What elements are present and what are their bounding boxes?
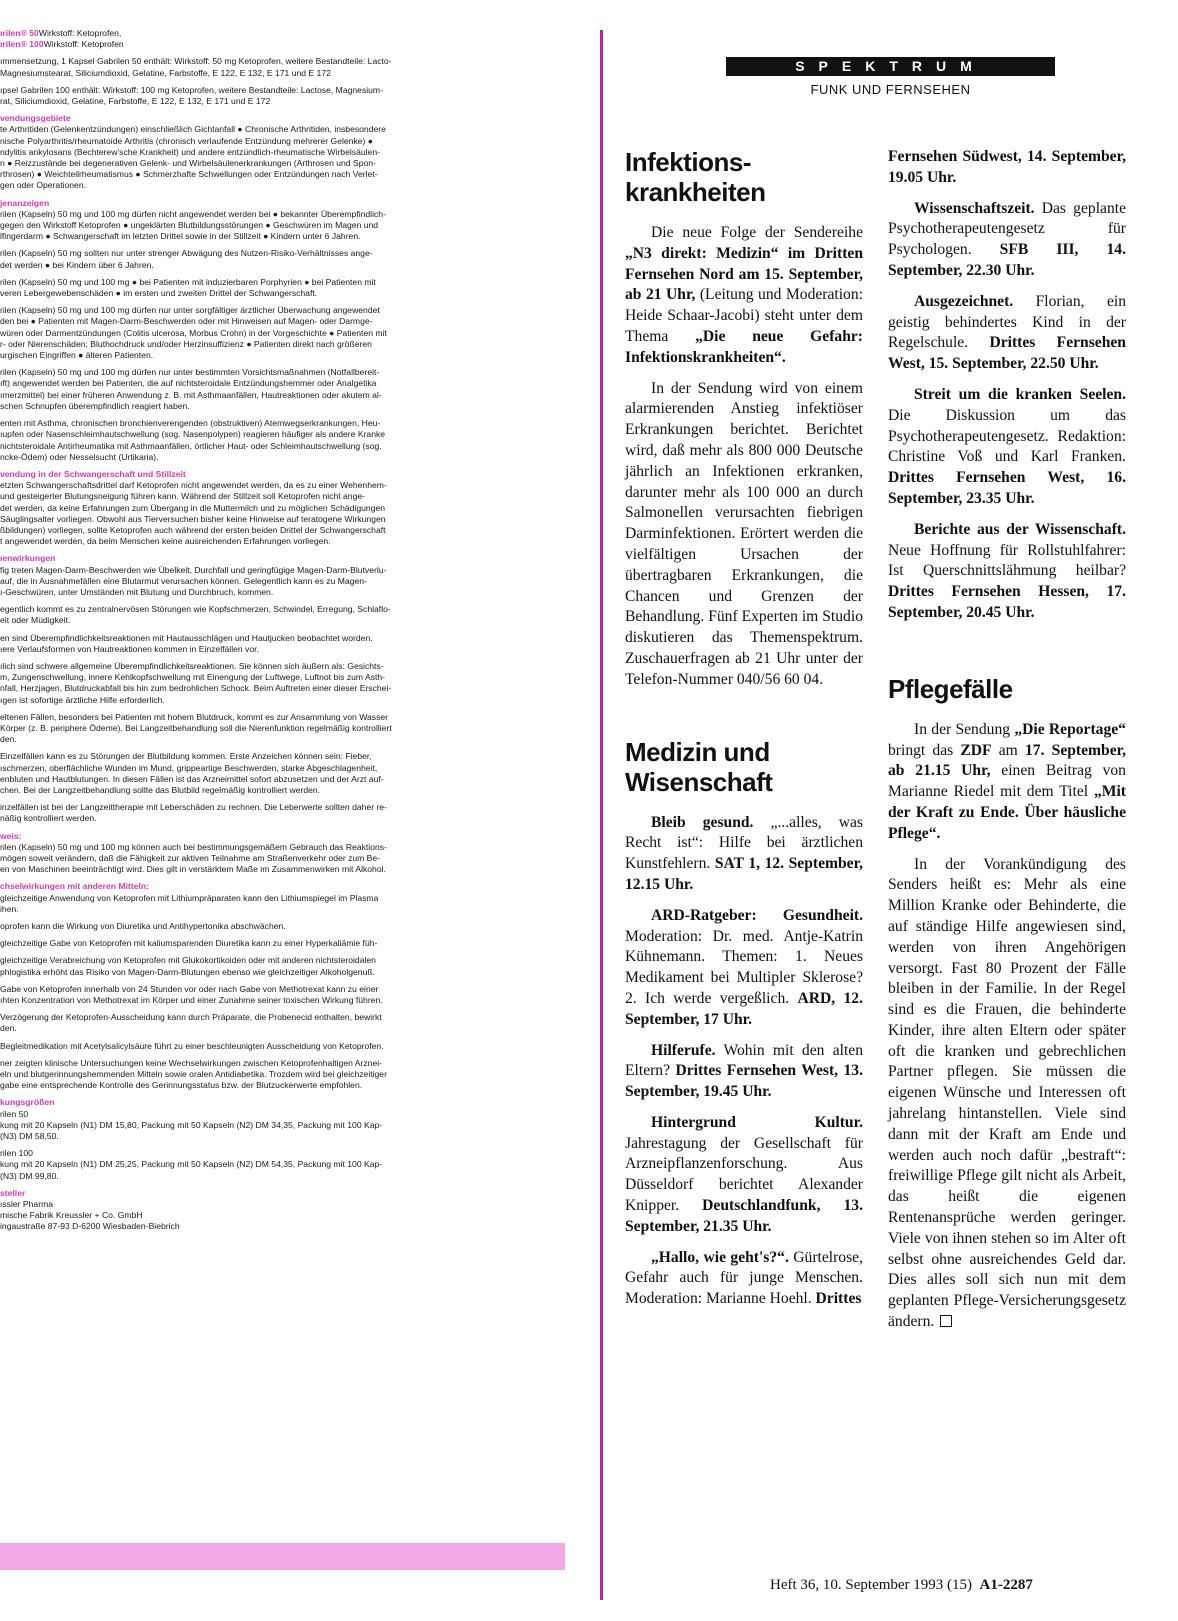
- paragraph: Bleib gesund. „...alles, was Recht ist“: Hilfe bei ärztlichen Kunstfehlern. SAT 1, 12. September, 12.15 Uhr.: [625, 813, 864, 893]
- text-line: m, Zungenschwellung, innere Kehlkopfschwellung mit Einengung der Luftwege, Luftnot bis zum Asth-: [0, 672, 386, 683]
- paragraph: Fernsehen Südwest, 14. September, 19.05 Uhr.: [888, 148, 1126, 186]
- pink-bar: [0, 1543, 565, 1570]
- text-line: Magnesiumstearat, Siliciumdioxid, Gelatine, Farbstoffe, E 122, E 132, E 171 und E 172: [0, 67, 331, 78]
- paragraph: Ausgezeichnet. Florian, ein geistig behindertes Kind in der Regelschule. Drittes Fernsehen West, 15. September, 22.50 Uhr.: [888, 292, 1126, 373]
- text-line: den.: [0, 1023, 17, 1034]
- text-line: gegen den Wirkstoff Ketoprofen ● ungeklärten Blutbildungsstörungen ● Geschwüren im Magen und: [0, 220, 379, 231]
- paragraph: Hilferufe. Wohin mit den alten Eltern? Drittes Fernsehen West, 13. September, 19.45 Uhr.: [625, 1041, 863, 1101]
- text-line: rilen (Kapseln) 50 mg und 100 mg dürfen nicht angewendet werden bei ● bekannter Überempfindlich-: [0, 208, 386, 219]
- text-line: Verzögerung der Ketoprofen-Ausscheidung kann durch Präparate, die Probenecid enthalten, bewirkt: [0, 1012, 382, 1023]
- end-mark-icon: [940, 1315, 952, 1327]
- article-column-1: [625, 147, 863, 1320]
- section-banner: SPEKTRUM: [726, 57, 1055, 76]
- text-line: etzten Schwangerschaftsdrittel darf Ketoprofen nicht angewendet werden, da es zu einer Wehenhem-: [0, 480, 387, 491]
- text-line: den bei ● Patienten mit Magen-Darm-Beschwerden oder mit Hinweisen auf Magen- oder Darmge-: [0, 316, 373, 327]
- text-line: nichtsteroidale Antirheumatika mit Asthmaanfällen, örtlicher Haut- oder Schleimhautschwellung (sog.: [0, 440, 382, 451]
- headline-pflegefaelle: Pflegefälle: [888, 673, 1013, 704]
- text-line: ncke-Ödem) oder Nesselsucht (Urtikaria).: [0, 451, 159, 462]
- text-line: ılich sind schwere allgemeine Überempfindlichkeitsreaktionen. Sie können sich äußern als: Gesichts-: [0, 660, 384, 671]
- text-line: ßbildungen) vorliegen, sollte Ketoprofen auch während der ersten beiden Drittel der Schwangerschaft: [0, 524, 386, 535]
- page-footer: [770, 1577, 1033, 1594]
- text-line: inzelfällen ist bei der Langzeittherapie mit Leberschäden zu rechnen. Die Leberwerte sollten daher re-: [0, 802, 387, 813]
- headline-medizin: Medizin und Wisenschaft: [625, 736, 773, 797]
- article-column-2: [888, 147, 1126, 1343]
- text-line: gen oder Operationen.: [0, 180, 87, 191]
- drug-insert: [0, 28, 578, 1568]
- text-line: fig treten Magen-Darm-Beschwerden wie Übelkeit, Durchfall und geringfügige Magen-Darm-Blutverlu-: [0, 564, 387, 575]
- text-line: r- oder Nierenschäden; Bluthochdruck und/oder Herzinsuffizienz ● Patienten direkt nach größeren: [0, 338, 372, 349]
- text-line: rilen (Kapseln) 50 mg sollten nur unter strenger Abwägung des Nutzen-Risiko-Verhältnisses ange-: [0, 248, 373, 259]
- text-line: ıupfen oder Nasenschleimhautschwellung (sog. Nasenpolypen) reagieren häufiger als andere Kranke: [0, 429, 386, 440]
- active-ingredient: Wirkstoff: Ketoprofen: [43, 39, 124, 50]
- text-line: rilen (Kapseln) 50 mg und 100 mg dürfen nur unter bestimmten Vorsichtsmaßnahmen (Notfallbereit-: [0, 367, 380, 378]
- active-ingredient: Wirkstoff: Ketoprofen,: [38, 28, 122, 38]
- text-line: egentlich kommt es zu zentralnervösen Störungen wie Kopfschmerzen, Schwindel, Erregung, Schlaflo-: [0, 604, 391, 615]
- text-line: ıschmerzen, oberflächliche Wunden im Mund, grippeartige Beschwerden, starke Abgeschlagenheit,: [0, 762, 378, 773]
- text-line: nfall, Herzjagen, Blutdruckabfall bis hin zum bedrohlichen Schock. Beim Auftreten einer dieser Erschei-: [0, 683, 392, 694]
- text-line: kung mit 20 Kapseln (N1) DM 15,80, Packung mit 50 Kapseln (N2) DM 34,35, Packung mit 100 Kap-: [0, 1119, 383, 1130]
- section-heading: kungsgrößen: [0, 1097, 55, 1108]
- paragraph: ARD-Ratgeber: Gesundheit. Moderation: Dr. med. Antje-Katrin Kühnemann. Themen: 1. Neues Medikament bei Multipler Sklerose? 2. Ich werde vergeßlich. ARD, 12. September, 17 Uhr.: [625, 906, 863, 1028]
- text-line: (N3) DM 99,80.: [0, 1170, 59, 1181]
- text-line: Körper (z. B. periphere Ödeme). Bei Langzeitbehandlung soll die Nierenfunktion regelmäßig kontrolliert: [0, 722, 392, 733]
- text-line: chen. Bei der Langzeitbehandlung sollte das Blutbild regelmäßig kontrolliert werden.: [0, 784, 321, 795]
- text-line: gleichzeitige Gabe von Ketoprofen mit kaliumsparenden Diuretika kann zu einer Hyperkaliämie füh-: [0, 938, 378, 949]
- text-line: rat, Siliciumdioxid, Gelatine, Farbstoffe, E 122, E 132, E 171 und E 172: [0, 96, 271, 107]
- text-line: rilen (Kapseln) 50 mg und 100 mg dürfen nur unter sorgfältiger ärztlicher Überwachung angewendet: [0, 305, 380, 316]
- text-line: ımerzmittel) bei einer früheren Anwendung z. B. mit Asthmaanfällen, Hautreaktionen oder akutem al-: [0, 389, 382, 400]
- headline-infektionskrankheiten: Infektions-krankheiten: [625, 147, 766, 207]
- text-line: rilen (Kapseln) 50 mg und 100 mg können auch bei bestimmungsgemäßem Gebrauch das Reaktions-: [0, 841, 387, 852]
- text-line: ımmensetzung, 1 Kapsel Gabrilen 50 enthält: Wirkstoff: 50 mg Ketoprofen, weitere Bestandteile: Lacto-: [0, 56, 392, 67]
- text-line: veren Lebergewebenschäden ● im ersten und zweiten Drittel der Schwangerschaft.: [0, 288, 318, 299]
- text-line: ıpsel Gabrilen 100 enthält: Wirkstoff: 100 mg Ketoprofen, weitere Bestandteile: Lactose, Magnesium-: [0, 84, 383, 95]
- text-line: ihen.: [0, 903, 19, 914]
- text-line: rilen (Kapseln) 50 mg und 100 mg ● bei Patienten mit induzierbaren Porphyrien ● bei Patienten mit: [0, 276, 376, 287]
- text-line: ıgen ist sofortige ärztliche Hilfe erforderlich.: [0, 694, 165, 705]
- text-line: ı-Geschwüren, unter Umständen mit Blutung und Durchbruch, kommen.: [0, 586, 274, 597]
- issue-info: Heft 36, 10. September 1993 (15): [770, 1577, 973, 1593]
- text-line: auf, die in Ausnahmefällen eine Blutarmut verursachen können. Gelegentlich kann es zu Magen-: [0, 575, 367, 586]
- text-line: Säuglingsalter vorliegen. Obwohl aus Tierversuchen bisher keine Hinweise auf teratogene Wirkungen: [0, 513, 386, 524]
- section-heading: vendung in der Schwangerschaft und Stillzeit: [0, 468, 186, 479]
- text-line: lfingerdarm ● Schwangerschaft im letzten Drittel sowie in der Stillzeit ● Kindern unter 6 Jahren.: [0, 231, 361, 242]
- text-line: ıft) angewendet werden bei Patienten, die auf nichtsteroidale Entzündungshemmer oder Analgetika: [0, 378, 377, 389]
- product-line-100: [0, 39, 578, 50]
- product-line-50: [0, 28, 578, 39]
- text-line: det werden, da keine Erfahrungen zum Übergang in die Muttermilch und zu möglichen Schädigungen: [0, 502, 386, 513]
- text-line: würen oder Darmentzündungen (Colitis ulcerosa, Morbus Crohn) in der Vorgeschichte ● Patienten mit: [0, 327, 387, 338]
- text-line: gleichzeitige Anwendung von Ketoprofen mit Lithiumpräparaten kann den Lithiumspiegel im Plasma: [0, 892, 379, 903]
- brand-50: ırilen® 50: [0, 28, 39, 38]
- text-line: te Arthritiden (Gelenkentzündungen) einschließlich Gichtanfall ● Chronische Arthritiden, insbesondere: [0, 124, 386, 135]
- text-line: eit oder Müdigkeit.: [0, 615, 71, 626]
- text-line: mische Fabrik Kreussler + Co. GmbH: [0, 1210, 143, 1221]
- text-line: ner zeigten klinische Untersuchungen keine Wechselwirkungen zwischen Ketoprofenhaltigen Arznei-: [0, 1057, 383, 1068]
- section-heading: weis:: [0, 830, 22, 841]
- text-line: nische Polyarthritis/rheumatoide Arthritis (chronisch verlaufende Entzündung mehrerer Gelenke) ●: [0, 135, 373, 146]
- text-line: rilen 100: [0, 1148, 33, 1159]
- paragraph: Berichte aus der Wissenschaft. Neue Hoffnung für Rollstuhlfahrer: Ist Querschnittslähmung heilbar? Drittes Fernsehen Hessen, 17. September, 20.45 Uhr.: [888, 520, 1126, 621]
- text-line: ıere Verlaufsformen von Hautreaktionen kommen in Einzelfällen vor.: [0, 643, 259, 654]
- text-line: gleichzeitige Verabreichung von Ketoprofen mit Glukokortikoiden oder mit anderen nichtsteroidalen: [0, 955, 376, 966]
- text-line: den.: [0, 734, 17, 745]
- section-heading: chselwirkungen mit anderen Mitteln:: [0, 881, 149, 892]
- paragraph: Hintergrund Kultur. Jahrestagung der Gesellschaft für Arzneipflanzenforschung. Aus Düsseldorf berichtet Alexander Knipper. Deutschlandfunk, 13. September, 21.35 Uhr.: [625, 1113, 863, 1235]
- paragraph: „Hallo, wie geht's?“. Gürtelrose, Gefahr auch für junge Menschen. Moderation: Marianne Hoehl. Drittes: [625, 1248, 863, 1308]
- section-heading: vendungsgebiete: [0, 113, 71, 124]
- text-line: und gesteigerter Blutungsneigung führen kann. Während der Stillzeit soll Ketoprofen nicht ange-: [0, 491, 365, 502]
- text-line: ingaustraße 87-93 D-6200 Wiesbaden-Biebrich: [0, 1221, 180, 1232]
- section-heading: ıenwirkungen: [0, 553, 56, 564]
- text-line: enbluten und Hautblutungen. In diesen Fällen ist das Arzneimittel sofort abzusetzen und der Arzt auf-: [0, 773, 384, 784]
- text-line: t angewendet werden, da beim Menschen keine ausreichenden Erfahrungen vorliegen.: [0, 536, 331, 547]
- text-line: n ● Reizzustände bei degenerativen Gelenk- und Wirbelsäulenerkrankungen (Arthrosen und Spon-: [0, 158, 376, 169]
- text-line: Einzelfällen kann es zu Störungen der Blutbildung kommen. Erste Anzeichen können sein: Fieber,: [0, 751, 372, 762]
- text-line: ıhten Konzentration von Methotrexat im Körper und einer Zunahme seiner toxischen Wirkung führen.: [0, 995, 383, 1006]
- text-line: näßig kontrolliert werden.: [0, 813, 97, 824]
- section-heading: steller: [0, 1187, 26, 1198]
- text-line: schen Schnupfen überempfindlich reagiert haben.: [0, 400, 190, 411]
- paragraph: In der Vorankündigung des Senders heißt es: Mehr als eine Million Kranke oder Behinderte, die auf ständige Hilfe angewiesen sind, werden von ihren Angehörigen versorgt. Fast 80 Prozent der Fälle bleiben in der Familie. In der Regel sind es die Frauen, die behinderte Kinder, ihre alten Eltern oder später oft die kranken und gebrechlichen Partner pflegen. Sie müssen die eigenen Wünsche und Interessen oft jahrelang hintanstellen. Viele sind dann mit der Kraft am Ende und werden auch noch dafür „bestraft“: freiwillige Pflege gilt nicht als Arbeit, das heißt die eigenen Rentenansprüche werden geringer. Viele von ihnen stehen so im Alter oft selbst ohne ausreichendes Geld dar. Dies alles soll sich nun mit dem geplanten Pflege-Versicherungsgesetz ändern.: [888, 855, 1126, 1331]
- text-line: urgischen Eingriffen ● älteren Patienten.: [0, 350, 154, 361]
- text-line: rthrosen) ● Weichteilrheumatismus ● Schmerzhafte Schwellungen oder Entzündungen nach Verlet-: [0, 169, 378, 180]
- text-line: en sind Überempfindlichkeitsreaktionen mit Hautausschlägen und Hautjucken beobachtet worden.: [0, 632, 373, 643]
- text-line: en von Maschinen beeinträchtigt wird. Dies gilt in verstärktem Maße im Zusammenwirken mit Alkohol.: [0, 864, 386, 875]
- text-line: eln und blutgerinnungshemmenden Mitteln sowie oralen Antidiabetika. Trozdem wird bei gleichzeitiger: [0, 1069, 387, 1080]
- section-subtitle: FUNK UND FERNSEHEN: [810, 82, 971, 97]
- section-heading: jenanzeigen: [0, 197, 50, 208]
- paragraph: Wissenschaftszeit. Das geplante Psychotherapeutengesetz für Psychologen. SFB III, 14. September, 22.30 Uhr.: [888, 199, 1126, 279]
- text-line: kung mit 20 Kapseln (N1) DM 25,25, Packung mit 50 Kapseln (N2) DM 54,35, Packung mit 100 Kap-: [0, 1159, 383, 1170]
- text-line: ndylitis ankylosans (Bechterew'sche Krankheit) und andere entzündlich-rheumatische Wirbelsäulen-: [0, 146, 380, 157]
- text-line: eltenen Fällen, besonders bei Patienten mit hohem Blutdruck, kommt es zur Ansammlung von Wasser: [0, 711, 389, 722]
- column-divider: [600, 30, 603, 1600]
- text-line: rilen 50: [0, 1108, 29, 1119]
- text-line: Gabe von Ketoprofen innerhalb von 24 Stunden vor oder nach Gabe von Methotrexat kann zu einer: [0, 983, 379, 994]
- text-line: (N3) DM 58,50.: [0, 1131, 59, 1142]
- text-line: det werden ● bei Kindern über 6 Jahren.: [0, 259, 154, 270]
- text-line: mögen soweit verändern, daß die Fähigkeit zur aktiven Teilnahme am Straßenverkehr oder zum Be-: [0, 853, 381, 863]
- page-number: A1-2287: [979, 1577, 1033, 1593]
- brand-100: ırilen® 100: [0, 39, 44, 50]
- text-line: Begleitmedikation mit Acetylsalicylsäure führt zu einer beschleunigten Ausscheidung von Ketoprofen.: [0, 1040, 384, 1051]
- paragraph: In der Sendung wird von einem alarmierenden Anstieg infektiöser Erkrankungen berichtet. Berichtet wird, daß mehr als 800 000 Deutsche jährlich an Infektionen erkranken, darunter mehr als 100 000 an durch Salmonellen verursachten fiebrigen Darminfektionen. Erörtert werden die vielfältigen Ursachen der übertragbaren Erkrankungen, die Chancen und Grenzen der Behandlung. Fünf Experten im Studio diskutieren das Themenspektrum. Zuschauerfragen ab 21 Uhr unter der Telefon-Nummer 040/56 60 04.: [625, 379, 863, 688]
- text-line: gabe eine entsprechende Kontrolle des Gerinnungsstatus bzw. der Blutzuckerwerte empfohlen.: [0, 1080, 363, 1091]
- paragraph: In der Sendung „Die Reportage“ bringt das ZDF am 17. September, ab 21.15 Uhr, einen Beitrag von Marianne Riedel mit dem Titel „Mit der Kraft zu Ende. Über häusliche Pflege“.: [888, 720, 1126, 842]
- text-line: ıssler Pharma: [0, 1199, 54, 1210]
- paragraph: Die neue Folge der Sendereihe „N3 direkt: Medizin“ im Dritten Fernsehen Nord am 15. September, ab 21 Uhr, (Leitung und Moderation: Heide Schaar-Jacobi) steht unter dem Thema „Die neue Gefahr: Infektionskrankheiten“.: [625, 224, 863, 366]
- text-line: phlogistika erhöht das Risiko von Magen-Darm-Blutungen ebenso wie gleichzeitiger Alkoholgenuß.: [0, 966, 375, 977]
- paragraph: Streit um die kranken Seelen. Die Diskussion um das Psychotherapeutengesetz. Redaktion: Christine Voß und Karl Franken. Drittes Fernsehen West, 16. September, 23.35 Uhr.: [888, 385, 1126, 507]
- text-line: oprofen kann die Wirkung von Diuretika und Antihypertonika abschwächen.: [0, 921, 286, 932]
- text-line: enten mit Asthma, chronischen bronchienverengenden (obstruktiven) Atemwegserkrankungen, Heu-: [0, 418, 381, 429]
